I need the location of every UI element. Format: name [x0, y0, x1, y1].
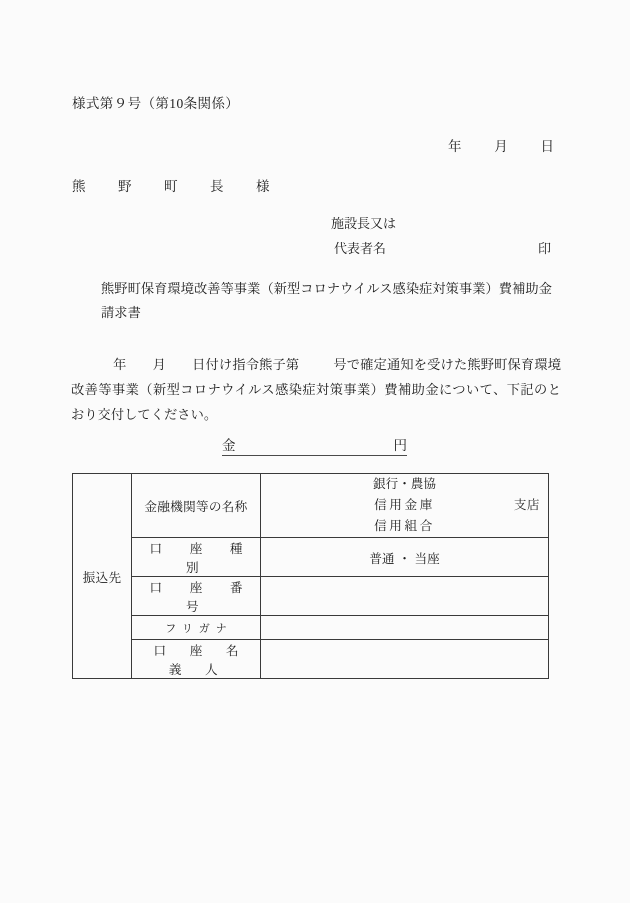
table-row: [73, 577, 549, 616]
table-value-account-number[interactable]: [261, 577, 549, 616]
form-number: 様式第９号（第10条関係）: [72, 96, 240, 111]
date-month-label: 月: [494, 139, 508, 154]
table-value-account-type: [261, 538, 549, 577]
table-label-institution-name: 金融機関等の名称: [132, 474, 261, 538]
account-type-option-toza[interactable]: 当座: [414, 551, 440, 566]
table-row: [73, 474, 549, 538]
amount-prefix: 金: [222, 438, 236, 453]
sender-role-label: 施設長又は: [331, 216, 397, 231]
seal-mark: 印: [538, 241, 552, 256]
table-side-header: 振込先: [73, 474, 132, 679]
table-row: [73, 640, 549, 679]
table-value-institution-name: [261, 474, 549, 538]
addressee: 熊 野 町 長 様: [72, 179, 279, 194]
amount-field: [222, 434, 407, 456]
table-value-furigana[interactable]: [261, 616, 549, 640]
date-line: [448, 135, 554, 155]
body-month-label: 月: [152, 357, 167, 372]
account-type-separator: ・: [398, 551, 411, 566]
bank-kind-list: [261, 474, 548, 537]
bank-kind-option-2[interactable]: 信用金庫: [374, 498, 435, 512]
table-label-furigana: フリガナ: [132, 616, 261, 640]
table-row: [73, 538, 549, 577]
body-year-label: 年: [113, 357, 127, 372]
body-order-text: 日付け指令熊子第: [192, 357, 300, 372]
table-label-account-type: 口 座 種 別: [132, 538, 261, 577]
bank-transfer-table: [72, 473, 549, 679]
account-type-option-futsu[interactable]: 普通: [369, 551, 395, 566]
table-value-account-holder[interactable]: [261, 640, 549, 679]
bank-kind-option-3[interactable]: 信用組合: [374, 519, 435, 533]
table-label-account-holder: 口 座 名 義 人: [132, 640, 261, 679]
date-year-label: 年: [448, 139, 462, 154]
page-title: 熊野町保育環境改善等事業（新型コロナウイルス感染症対策事業）費補助金請求書: [101, 281, 552, 320]
table-row: [73, 616, 549, 640]
amount-suffix: 円: [393, 438, 407, 453]
body-paragraph: [71, 352, 561, 427]
date-day-label: 日: [540, 139, 554, 154]
body-main-text: 号で確定通知を受けた熊野町保育環境改善等事業（新型コロナウイルス感染症対策事業）費補助金について、下記のとおり交付してください。: [71, 357, 561, 422]
sender-name-label: 代表者名: [334, 241, 387, 256]
bank-kind-option-1[interactable]: 銀行・農協: [373, 477, 436, 491]
branch-label: 支店: [513, 498, 540, 512]
table-label-account-number: 口 座 番 号: [132, 577, 261, 616]
